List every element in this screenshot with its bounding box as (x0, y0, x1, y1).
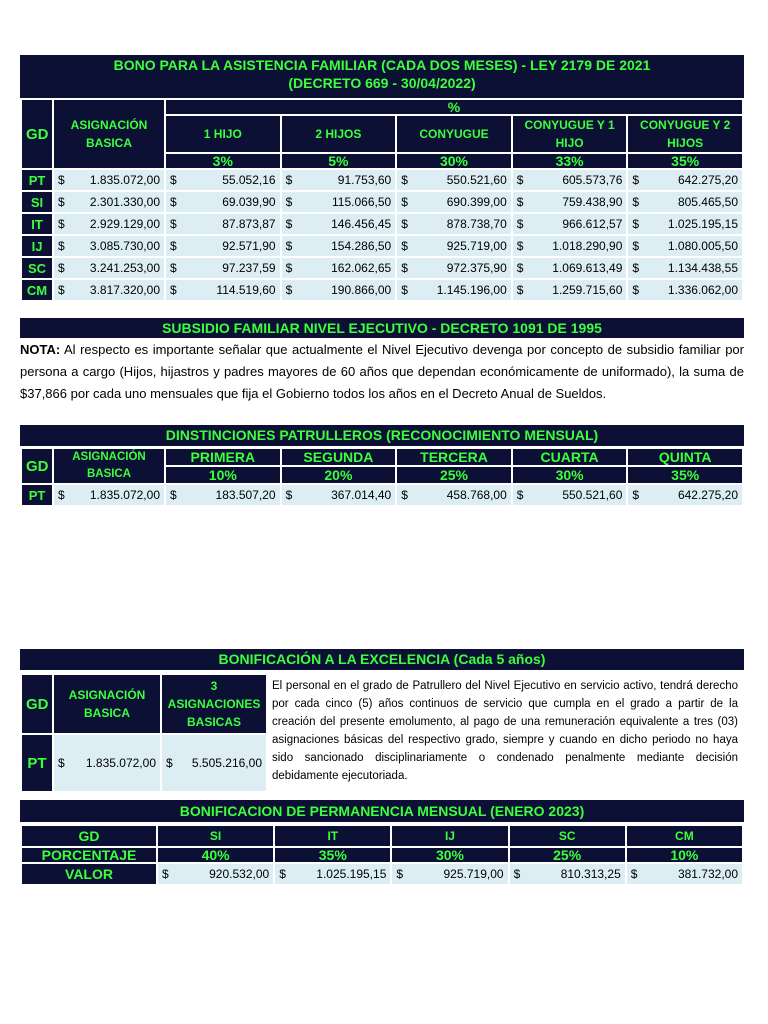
currency-symbol: $ (279, 867, 286, 881)
currency-symbol: $ (58, 283, 65, 297)
perm-col-si: SI (158, 826, 273, 846)
currency-symbol: $ (516, 173, 524, 187)
money-value: 69.039,90 (222, 195, 276, 209)
dist-col-2: SEGUNDA (282, 449, 396, 465)
money-value: 87.873,87 (222, 217, 276, 231)
perm-gd-header: GD (22, 826, 156, 846)
money-cell (397, 214, 511, 234)
dist-col-1: PRIMERA (166, 449, 280, 465)
money-cell (628, 192, 742, 212)
currency-symbol: $ (632, 261, 640, 275)
currency-symbol: $ (170, 261, 177, 275)
money-cell (282, 192, 396, 212)
dist-col-5: QUINTA (628, 449, 742, 465)
perm-valor-label: VALOR (22, 864, 156, 884)
bono-pct-2: 5% (282, 154, 396, 168)
currency-symbol: $ (632, 488, 640, 502)
dist-col-3: TERCERA (397, 449, 511, 465)
exc-description: El personal en el grado de Patrullero del Nivel Ejecutivo en servicio activo, tendrá derecho por cada cinco (5) años continuos de servicio que cumpla en el grado a partir de la creación del presente emolumento, al pago de una remuneración equivalente a tres (03) asignaciones básicas del respectivo grado, siempre y cuando en dicho periodo no haya sido sancionado disciplinariamente o condenado penalmente mediante decisión debidamente ejecutoriada. (272, 680, 738, 782)
perm-col-cm: CM (627, 826, 742, 846)
table-row (22, 214, 742, 234)
money-cell (513, 192, 627, 212)
dist-gd-header: GD (22, 449, 52, 483)
money-value: 115.066,50 (332, 195, 392, 209)
currency-symbol: $ (285, 173, 293, 187)
table-row (22, 170, 742, 190)
subsidio-title: SUBSIDIO FAMILIAR NIVEL EJECUTIVO - DECRETO 1091 DE 1995 (20, 318, 744, 338)
money-cell (166, 214, 280, 234)
currency-symbol: $ (632, 195, 640, 209)
grade-code: CM (22, 280, 52, 300)
nota-text: Al respecto es importante señalar que actualmente el Nivel Ejecutivo devenga por concepto de subsidio familiar por persona a cargo (Hijos, hijastros y padres mayores de 60 años que dependan económicamente de uniformado), la suma de $37,866 por cada uno mensuales que fija el Gobierno todos los años en el Decreto Anual de Sueldos. (20, 342, 744, 401)
currency-symbol: $ (58, 195, 65, 209)
nota-label: NOTA: (20, 342, 61, 357)
dist-pct-5: 35% (628, 467, 742, 483)
currency-symbol: $ (401, 239, 408, 253)
table-row (22, 192, 742, 212)
bono-title-banner (20, 55, 744, 98)
money-value: 55.052,16 (222, 173, 276, 187)
exc-tres-value: 5.505.216,00 (191, 756, 262, 770)
currency-symbol: $ (632, 283, 640, 297)
grade-code: IT (22, 214, 52, 234)
currency-symbol: $ (170, 173, 177, 187)
money-value: 162.062,65 (331, 261, 392, 275)
permanencia-title: BONIFICACION DE PERMANENCIA MENSUAL (ENERO 2023) (20, 800, 744, 822)
currency-symbol: $ (285, 488, 293, 502)
dist-col-4: CUARTA (513, 449, 627, 465)
money-cell (513, 236, 627, 256)
money-value: 1.259.715,60 (552, 283, 623, 297)
currency-symbol: $ (401, 283, 408, 297)
money-cell (392, 864, 507, 884)
currency-symbol: $ (401, 173, 408, 187)
money-cell (397, 280, 511, 300)
money-cell (275, 864, 390, 884)
money-value: 550.521,60 (446, 173, 507, 187)
currency-symbol: $ (170, 239, 177, 253)
perm-porcentaje-label: PORCENTAJE (22, 848, 156, 862)
money-cell (628, 214, 742, 234)
money-cell (513, 485, 627, 505)
money-value: 1.018.290,90 (552, 239, 623, 253)
exc-row-code: PT (22, 735, 52, 791)
money-value: 3.817.320,00 (89, 283, 160, 297)
money-cell (166, 192, 280, 212)
distinciones-table (20, 447, 744, 507)
money-cell (166, 170, 280, 190)
money-cell (54, 214, 164, 234)
currency-symbol: $ (401, 488, 408, 502)
money-cell (628, 258, 742, 278)
currency-symbol: $ (516, 217, 524, 231)
money-cell (513, 280, 627, 300)
currency-symbol: $ (58, 756, 65, 770)
excelencia-table (20, 673, 744, 793)
money-cell (628, 236, 742, 256)
perm-pct-cm: 10% (627, 848, 742, 862)
grade-code: SC (22, 258, 52, 278)
money-cell (166, 236, 280, 256)
money-value: 3.241.253,00 (89, 261, 160, 275)
money-cell (54, 258, 164, 278)
currency-symbol: $ (630, 867, 638, 881)
money-cell (166, 258, 280, 278)
bono-col-conyugue-1hijo: CONYUGUE Y 1 HIJO (513, 116, 627, 152)
currency-symbol: $ (58, 217, 65, 231)
table-row (22, 485, 742, 505)
currency-symbol: $ (58, 173, 65, 187)
money-cell (397, 258, 511, 278)
currency-symbol: $ (513, 867, 521, 881)
money-cell (628, 170, 742, 190)
money-cell (513, 214, 627, 234)
money-cell (397, 192, 511, 212)
exc-asig-value: 1.835.072,00 (85, 756, 156, 770)
money-value: 1.835.072,00 (89, 173, 160, 187)
currency-symbol: $ (516, 488, 524, 502)
money-value: 1.835.072,00 (89, 488, 160, 502)
money-cell (166, 280, 280, 300)
bono-pct-5: 35% (628, 154, 742, 168)
money-value: 759.438,90 (562, 195, 623, 209)
currency-symbol: $ (285, 195, 293, 209)
currency-symbol: $ (58, 488, 65, 502)
exc-tres-cell (162, 735, 266, 791)
bono-subtitle: (DECRETO 669 - 30/04/2022) (288, 75, 476, 91)
perm-col-ij: IJ (392, 826, 507, 846)
money-cell (54, 280, 164, 300)
bono-pct-1: 3% (166, 154, 280, 168)
currency-symbol: $ (170, 217, 177, 231)
money-cell (628, 280, 742, 300)
bono-col-conyugue: CONYUGUE (397, 116, 511, 152)
bono-col-2hijos: 2 HIJOS (282, 116, 396, 152)
money-value: 810.313,25 (560, 867, 621, 881)
currency-symbol: $ (401, 195, 408, 209)
money-cell (282, 280, 396, 300)
currency-symbol: $ (516, 283, 524, 297)
currency-symbol: $ (516, 239, 524, 253)
bono-title: BONO PARA LA ASISTENCIA FAMILIAR (CADA DOS MESES) - LEY 2179 DE 2021 (113, 57, 651, 73)
money-value: 1.336.062,00 (667, 283, 738, 297)
money-cell (54, 170, 164, 190)
money-value: 114.519,60 (216, 283, 276, 297)
money-value: 966.612,57 (562, 217, 623, 231)
money-value: 154.286,50 (331, 239, 392, 253)
money-value: 1.025.195,15 (316, 867, 387, 881)
money-value: 690.399,00 (446, 195, 507, 209)
bono-col-conyugue-2hijos: CONYUGUE Y 2 HIJOS (628, 116, 742, 152)
exc-gd-header: GD (22, 675, 52, 733)
bono-col-1hijo: 1 HIJO (166, 116, 280, 152)
money-cell (282, 258, 396, 278)
money-value: 925.719,00 (443, 867, 504, 881)
perm-pct-ij: 30% (392, 848, 507, 862)
money-value: 458.768,00 (446, 488, 507, 502)
bono-pct-header: % (166, 100, 742, 114)
currency-symbol: $ (170, 488, 177, 502)
money-cell (282, 214, 396, 234)
dist-pct-4: 30% (513, 467, 627, 483)
currency-symbol: $ (285, 261, 293, 275)
table-row (22, 280, 742, 300)
exc-asig-cell (54, 735, 160, 791)
perm-pct-si: 40% (158, 848, 273, 862)
money-value: 878.738,70 (446, 217, 507, 231)
currency-symbol: $ (401, 261, 408, 275)
table-row (22, 258, 742, 278)
money-value: 642.275,20 (677, 173, 738, 187)
currency-symbol: $ (166, 756, 173, 770)
money-value: 805.465,50 (677, 195, 738, 209)
money-value: 2.301.330,00 (89, 195, 160, 209)
currency-symbol: $ (516, 261, 524, 275)
money-cell (54, 236, 164, 256)
dist-asig-header: ASIGNACIÓN BASICA (54, 449, 164, 483)
money-cell (282, 236, 396, 256)
money-value: 97.237,59 (222, 261, 276, 275)
money-value: 3.085.730,00 (89, 239, 160, 253)
money-cell (397, 170, 511, 190)
grade-code: PT (22, 485, 52, 505)
money-cell (397, 236, 511, 256)
currency-symbol: $ (285, 217, 293, 231)
currency-symbol: $ (285, 239, 293, 253)
currency-symbol: $ (170, 283, 177, 297)
money-cell (54, 485, 164, 505)
money-cell (282, 170, 396, 190)
currency-symbol: $ (632, 217, 640, 231)
currency-symbol: $ (396, 867, 404, 881)
perm-col-it: IT (275, 826, 390, 846)
money-value: 367.014,40 (331, 488, 392, 502)
currency-symbol: $ (170, 195, 177, 209)
money-cell (54, 192, 164, 212)
money-value: 605.573,76 (562, 173, 623, 187)
money-cell (513, 258, 627, 278)
money-cell (628, 485, 742, 505)
money-value: 1.069.613,49 (552, 261, 623, 275)
grade-code: IJ (22, 236, 52, 256)
currency-symbol: $ (162, 867, 169, 881)
bono-asig-header: ASIGNACIÓN BASICA (54, 100, 164, 168)
money-value: 972.375,90 (446, 261, 507, 275)
currency-symbol: $ (285, 283, 293, 297)
money-value: 1.080.005,50 (667, 239, 738, 253)
money-value: 2.929.129,00 (89, 217, 160, 231)
money-value: 1.134.438,55 (667, 261, 738, 275)
money-cell (510, 864, 625, 884)
money-cell (513, 170, 627, 190)
exc-tres-header: 3 ASIGNACIONES BASICAS (162, 675, 266, 733)
subsidio-note (20, 339, 744, 405)
money-value: 91.753,60 (337, 173, 392, 187)
money-value: 92.571,90 (222, 239, 276, 253)
money-value: 925.719,00 (446, 239, 507, 253)
money-value: 1.145.196,00 (436, 283, 507, 297)
bono-gd-header: GD (22, 100, 52, 168)
money-cell (627, 864, 742, 884)
money-cell (397, 485, 511, 505)
excelencia-title: BONIFICACIÓN A LA EXCELENCIA (Cada 5 años) (20, 649, 744, 670)
permanencia-table (20, 824, 744, 886)
currency-symbol: $ (58, 239, 65, 253)
money-value: 1.025.195,15 (667, 217, 738, 231)
exc-asig-header: ASIGNACIÓN BASICA (54, 675, 160, 733)
bono-pct-3: 30% (397, 154, 511, 168)
money-value: 642.275,20 (677, 488, 738, 502)
perm-pct-sc: 25% (510, 848, 625, 862)
grade-code: PT (22, 170, 52, 190)
money-value: 183.507,20 (215, 488, 276, 502)
currency-symbol: $ (632, 239, 640, 253)
perm-pct-it: 35% (275, 848, 390, 862)
dist-pct-2: 20% (282, 467, 396, 483)
money-cell (158, 864, 273, 884)
currency-symbol: $ (401, 217, 408, 231)
money-value: 381.732,00 (677, 867, 738, 881)
bono-pct-4: 33% (513, 154, 627, 168)
distinciones-title: DINSTINCIONES PATRULLEROS (RECONOCIMIENTO MENSUAL) (20, 425, 744, 446)
perm-col-sc: SC (510, 826, 625, 846)
currency-symbol: $ (516, 195, 524, 209)
currency-symbol: $ (58, 261, 65, 275)
table-row (22, 236, 742, 256)
money-cell (166, 485, 280, 505)
money-value: 920.532,00 (209, 867, 270, 881)
dist-pct-3: 25% (397, 467, 511, 483)
currency-symbol: $ (632, 173, 640, 187)
bono-table (20, 98, 744, 302)
money-cell (282, 485, 396, 505)
money-value: 190.866,00 (331, 283, 392, 297)
grade-code: SI (22, 192, 52, 212)
dist-pct-1: 10% (166, 467, 280, 483)
money-value: 146.456,45 (331, 217, 392, 231)
money-value: 550.521,60 (562, 488, 623, 502)
